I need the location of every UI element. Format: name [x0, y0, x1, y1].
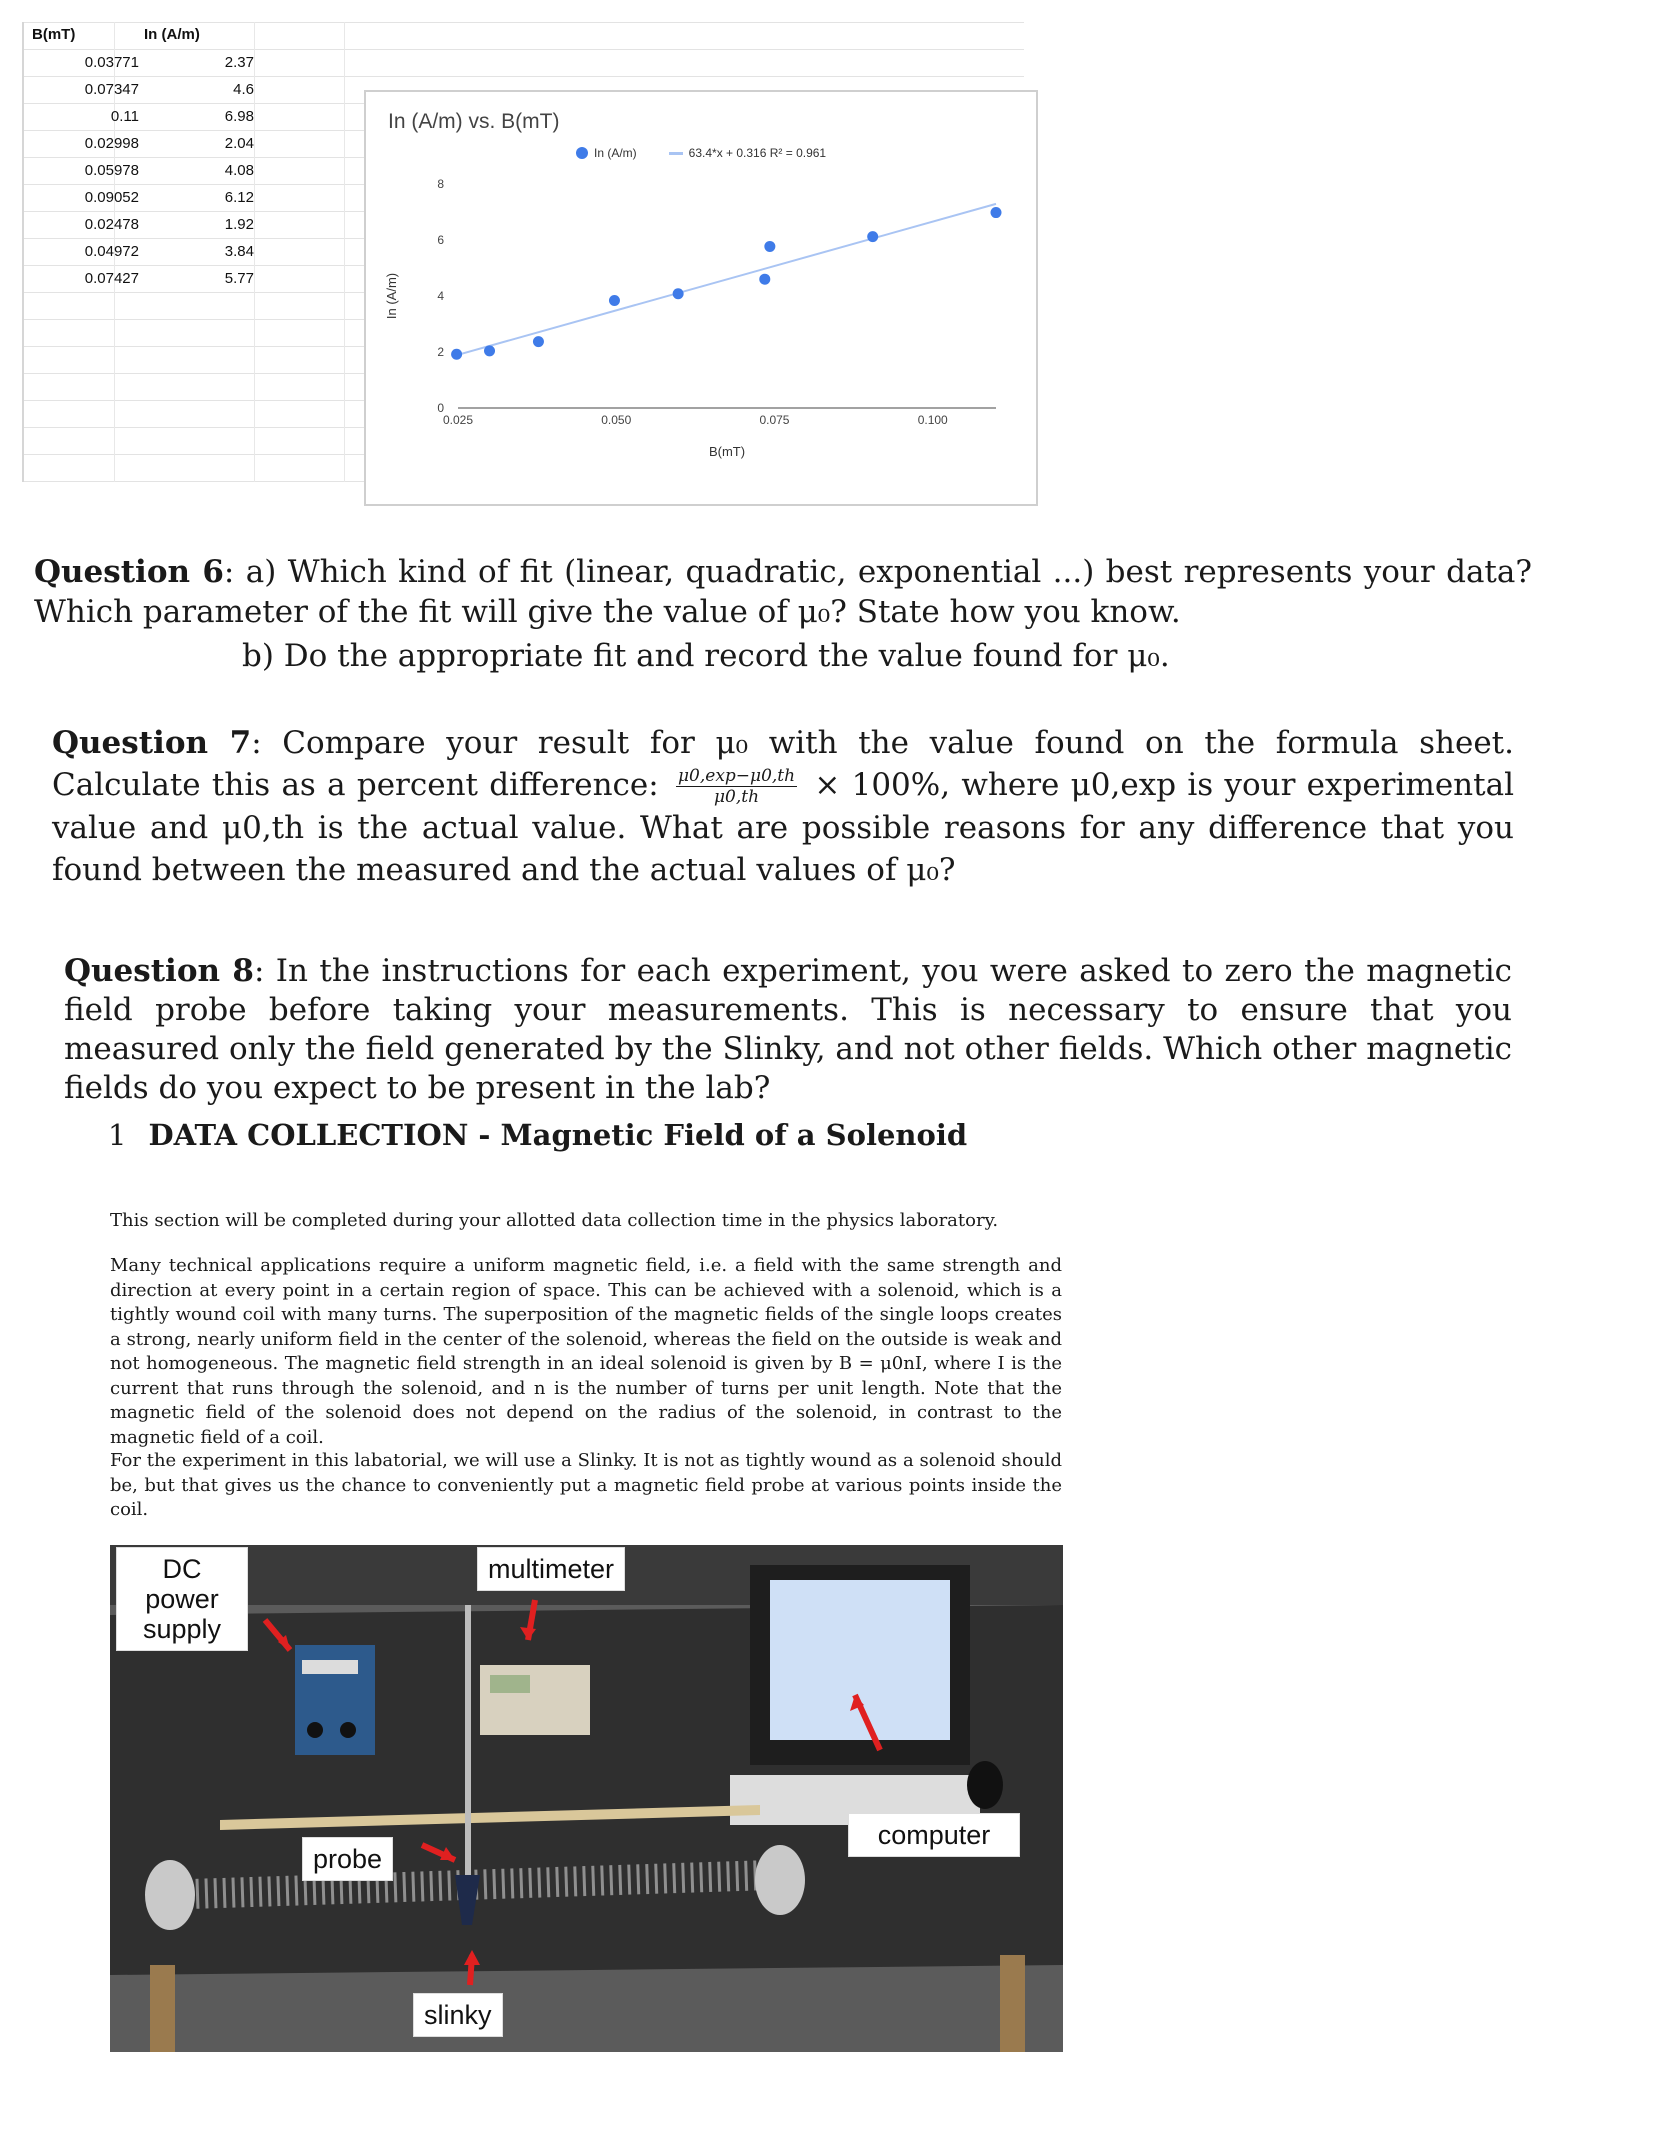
cell-b: 0.02998 [84, 135, 139, 152]
label-multimeter: multimeter [477, 1547, 625, 1591]
chart-plot [366, 92, 1036, 504]
cell-in: 2.04 [224, 135, 254, 152]
q6-label: Question 6 [34, 554, 224, 590]
x-tick-label: 0.025 [442, 413, 474, 427]
data-point [533, 336, 544, 347]
data-point [451, 349, 462, 360]
cell-in: 6.12 [224, 189, 254, 206]
frac-top: μ0,exp−μ0,th [677, 766, 796, 786]
question-6b [242, 636, 1170, 676]
percent-diff-fraction [676, 766, 797, 807]
q6-line2: b) Do the appropriate fit and record the value found for μ₀. [242, 638, 1170, 674]
trendline [457, 204, 996, 355]
question-8 [64, 952, 1512, 1108]
section-paragraph-1: This section will be completed during your allotted data collection time in the physics laboratory. [110, 1210, 999, 1231]
legend-series: In (A/m) [594, 146, 637, 160]
q7-part1: : Compare your result for μ₀ with the value found on the formula sheet. Calculate this as a percent difference: [52, 725, 1514, 803]
data-point [673, 288, 684, 299]
lab-setup-photo [110, 1545, 1063, 2052]
data-point [991, 207, 1002, 218]
q6-line1: : a) Which kind of fit (linear, quadratic, exponential ...) best represents your data? Which parameter of the fit will give the value of μ₀? State how you know. [34, 554, 1532, 630]
cell-b: 0.05978 [84, 162, 139, 179]
y-tick-label: 6 [437, 233, 444, 247]
cell-b: 0.07347 [84, 81, 139, 98]
label-computer: computer [848, 1813, 1020, 1857]
section-paragraph-2: Many technical applications require a uniform magnetic field, i.e. a field with the same strength and direction at every point in a certain region of space. This can be achieved with a solenoid, which is a tightly wound coil with many turns. The superposition of the magnetic fields of the single loops creates a strong, nearly uniform field in the center of the solenoid, whereas the field on the outside is weak and not homogeneous. The magnetic field strength in an ideal solenoid is given by B = μ0nI, where I is the current that runs through the solenoid, and n is the number of turns per unit length. Note that the magnetic field of the solenoid does not depend on the radius of the solenoid, in contrast to the magnetic field of a coil. [110, 1255, 1062, 1448]
header-in: In (A/m) [144, 26, 200, 43]
label-dc-power-supply: DC power supply [116, 1547, 248, 1651]
q8-text: : In the instructions for each experiment, you were asked to zero the magnetic field probe before taking your measurements. This is necessary to ensure that you measured only the field generated by the Slinky, and not other fields. Which other magnetic fields do you expect to be present in the lab? [64, 953, 1512, 1106]
question-7 [52, 722, 1514, 891]
frac-bottom: μ0,th [714, 787, 760, 807]
cell-b: 0.07427 [84, 270, 139, 287]
q7-label: Question 7 [52, 725, 252, 761]
section-title [108, 1118, 967, 1152]
cell-in: 1.92 [224, 216, 254, 233]
cell-b: 0.04972 [84, 243, 139, 260]
data-point [764, 241, 775, 252]
data-point [867, 231, 878, 242]
legend-trendline: 63.4*x + 0.316 R² = 0.961 [688, 146, 827, 160]
question-6 [34, 552, 1532, 632]
cell-b: 0.09052 [84, 189, 139, 206]
section-paragraph-3: For the experiment in this labatorial, we will use a Slinky. It is not as tightly wound as a solenoid should be, but that gives us the chance to conveniently put a magnetic field probe at various points inside the coil. [110, 1450, 1062, 1520]
chart [364, 90, 1038, 506]
label-probe: probe [302, 1837, 393, 1881]
data-point [759, 274, 770, 285]
cell-in: 6.98 [224, 108, 254, 125]
cell-in: 3.84 [224, 243, 254, 260]
y-tick-label: 2 [437, 345, 444, 359]
cell-in: 4.08 [224, 162, 254, 179]
chart-title: In (A/m) vs. B(mT) [388, 110, 560, 133]
data-point [484, 345, 495, 356]
data-point [609, 295, 620, 306]
section-number: 1 [108, 1118, 127, 1152]
header-b: B(mT) [32, 26, 76, 43]
cell-in: 2.37 [224, 54, 254, 71]
cell-b: 0.11 [110, 108, 139, 125]
cell-in: 4.6 [233, 81, 254, 98]
y-tick-label: 8 [437, 177, 444, 191]
x-tick-label: 0.050 [601, 413, 632, 427]
y-axis-label: In (A/m) [384, 272, 399, 320]
x-axis-label: B(mT) [708, 444, 746, 459]
q7-part2: × 100%, where μ0,exp is your experimental value and μ0,th is the actual value. What are possible reasons for any difference that you found between the measured and the actual values of μ₀? [52, 767, 1514, 888]
lab-setup-illustration [110, 1545, 1063, 2052]
x-tick-label: 0.075 [759, 413, 790, 427]
x-tick-label: 0.100 [917, 413, 948, 427]
q8-label: Question 8 [64, 953, 254, 989]
cell-b: 0.02478 [84, 216, 139, 233]
y-tick-label: 0 [437, 401, 444, 415]
section-title-text: DATA COLLECTION - Magnetic Field of a Solenoid [148, 1118, 968, 1152]
cell-in: 5.77 [224, 270, 254, 287]
y-tick-label: 4 [437, 289, 444, 303]
label-slinky: slinky [413, 1993, 503, 2037]
spreadsheet [22, 22, 1024, 482]
cell-b: 0.03771 [84, 54, 139, 71]
